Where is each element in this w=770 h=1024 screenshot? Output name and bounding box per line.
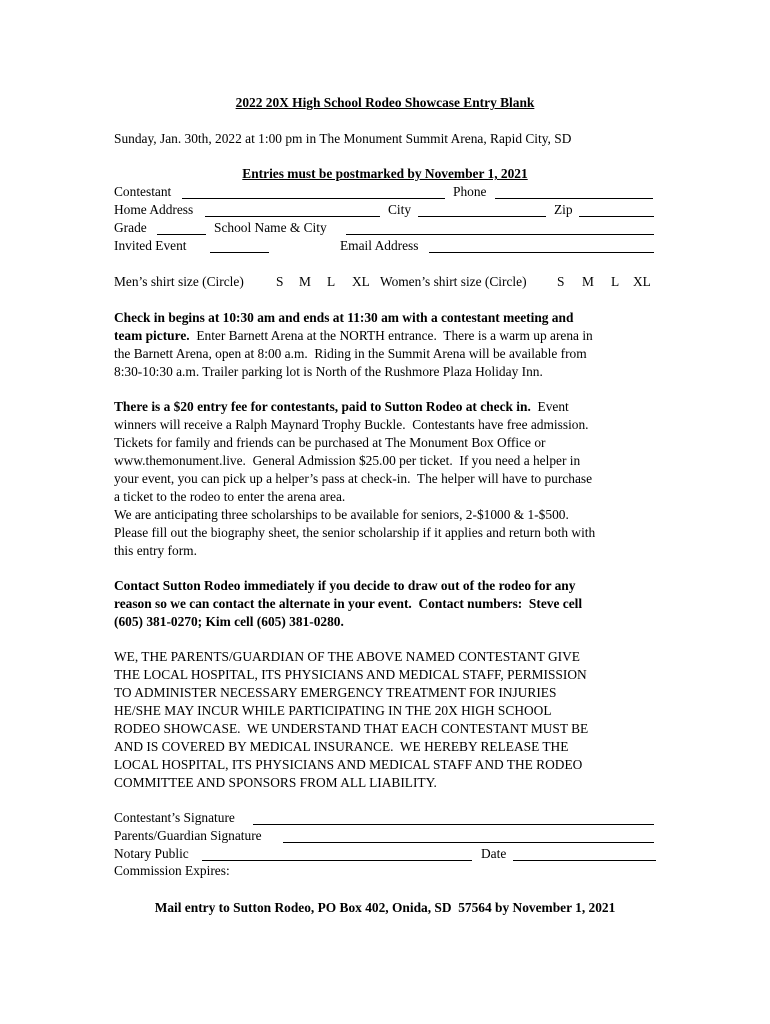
phone-field[interactable] bbox=[495, 186, 653, 199]
city-label: City bbox=[388, 202, 412, 217]
fee-line-7: We are anticipating three scholarships to be available for seniors, 2-$1000 & 1-$500. bbox=[114, 507, 569, 522]
date-field[interactable] bbox=[513, 848, 656, 861]
city-field[interactable] bbox=[418, 204, 546, 217]
postmark-deadline: Entries must be postmarked by November 1, 2021 bbox=[242, 166, 528, 181]
checkin-line-1: Check in begins at 10:30 am and ends at 11:30 am with a contestant meeting and bbox=[114, 310, 574, 325]
zip-label: Zip bbox=[554, 202, 573, 217]
womens-size-s[interactable]: S bbox=[557, 274, 565, 289]
waiver-line: LOCAL HOSPITAL, ITS PHYSICIANS AND MEDICAL STAFF AND THE RODEO bbox=[114, 757, 583, 772]
commission-label: Commission Expires: bbox=[114, 863, 230, 878]
event-details: Sunday, Jan. 30th, 2022 at 1:00 pm in The Monument Summit Arena, Rapid City, SD bbox=[114, 131, 572, 146]
mens-size-xl[interactable]: XL bbox=[352, 274, 370, 289]
parent-signature-label: Parents/Guardian Signature bbox=[114, 828, 262, 843]
grade-field[interactable] bbox=[157, 222, 206, 235]
checkin-bold: team picture. bbox=[114, 328, 190, 343]
email-field[interactable] bbox=[429, 240, 654, 253]
phone-label: Phone bbox=[453, 184, 487, 199]
fee-line-9: this entry form. bbox=[114, 543, 197, 558]
waiver-line: WE, THE PARENTS/GUARDIAN OF THE ABOVE NAMED CONTESTANT GIVE bbox=[114, 649, 580, 664]
womens-size-xl[interactable]: XL bbox=[633, 274, 651, 289]
checkin-line-2 bbox=[114, 327, 593, 345]
invited-event-label: Invited Event bbox=[114, 238, 187, 253]
womens-shirt-label: Women’s shirt size (Circle) bbox=[380, 274, 527, 289]
mens-size-s[interactable]: S bbox=[276, 274, 284, 289]
contact-line-3: (605) 381-0270; Kim cell (605) 381-0280. bbox=[114, 614, 344, 629]
home-address-field[interactable] bbox=[205, 204, 380, 217]
waiver-line: COMMITTEE AND SPONSORS FROM ALL LIABILITY. bbox=[114, 775, 437, 790]
invited-event-field[interactable] bbox=[210, 240, 269, 253]
contestant-signature-label: Contestant’s Signature bbox=[114, 810, 235, 825]
womens-size-l[interactable]: L bbox=[611, 274, 620, 289]
date-label: Date bbox=[481, 846, 507, 861]
waiver-line: RODEO SHOWCASE. WE UNDERSTAND THAT EACH CONTESTANT MUST BE bbox=[114, 721, 589, 736]
fee-line-1 bbox=[114, 398, 569, 416]
checkin-rest: Enter Barnett Arena at the NORTH entrance. There is a warm up arena in bbox=[196, 328, 593, 343]
fee-line-2: winners will receive a Ralph Maynard Trophy Buckle. Contestants have free admission. bbox=[114, 417, 589, 432]
form-title: 2022 20X High School Rodeo Showcase Entry Blank bbox=[235, 95, 535, 110]
contestant-field[interactable] bbox=[182, 186, 445, 199]
contestant-label: Contestant bbox=[114, 184, 172, 199]
waiver-line: THE LOCAL HOSPITAL, ITS PHYSICIANS AND MEDICAL STAFF, PERMISSION bbox=[114, 667, 587, 682]
fee-rest: Event bbox=[537, 399, 569, 414]
notary-field[interactable] bbox=[202, 848, 472, 861]
checkin-line-3: the Barnett Arena, open at 8:00 a.m. Riding in the Summit Arena will be available from bbox=[114, 346, 587, 361]
fee-line-4: www.themonument.live. General Admission $25.00 per ticket. If you need a helper in bbox=[114, 453, 581, 468]
checkin-line-4: 8:30-10:30 a.m. Trailer parking lot is North of the Rushmore Plaza Holiday Inn. bbox=[114, 364, 543, 379]
fee-line-5: your event, you can pick up a helper’s pass at check-in. The helper will have to purchase bbox=[114, 471, 593, 486]
contact-line-1: Contact Sutton Rodeo immediately if you decide to draw out of the rodeo for any bbox=[114, 578, 576, 593]
waiver-line: HE/SHE MAY INCUR WHILE PARTICIPATING IN THE 20X HIGH SCHOOL bbox=[114, 703, 552, 718]
fee-bold: There is a $20 entry fee for contestants, paid to Sutton Rodeo at check in. bbox=[114, 399, 531, 414]
mail-instructions: Mail entry to Sutton Rodeo, PO Box 402, Onida, SD 57564 by November 1, 2021 bbox=[154, 900, 616, 915]
parent-signature-field[interactable] bbox=[283, 830, 654, 843]
notary-label: Notary Public bbox=[114, 846, 189, 861]
contact-line-2: reason so we can contact the alternate in your event. Contact numbers: Steve cell bbox=[114, 596, 583, 611]
fee-line-8: Please fill out the biography sheet, the senior scholarship if it applies and return both with bbox=[114, 525, 596, 540]
waiver-line: AND IS COVERED BY MEDICAL INSURANCE. WE HEREBY RELEASE THE bbox=[114, 739, 569, 754]
fee-line-3: Tickets for family and friends can be purchased at The Monument Box Office or bbox=[114, 435, 546, 450]
fee-line-6: a ticket to the rodeo to enter the arena area. bbox=[114, 489, 346, 504]
waiver-line: TO ADMINISTER NECESSARY EMERGENCY TREATMENT FOR INJURIES bbox=[114, 685, 557, 700]
mens-shirt-label: Men’s shirt size (Circle) bbox=[114, 274, 244, 289]
school-city-field[interactable] bbox=[346, 222, 654, 235]
email-label: Email Address bbox=[340, 238, 419, 253]
womens-size-m[interactable]: M bbox=[582, 274, 594, 289]
grade-label: Grade bbox=[114, 220, 147, 235]
mens-size-m[interactable]: M bbox=[299, 274, 311, 289]
home-address-label: Home Address bbox=[114, 202, 194, 217]
mens-size-l[interactable]: L bbox=[327, 274, 336, 289]
zip-field[interactable] bbox=[579, 204, 654, 217]
contestant-signature-field[interactable] bbox=[253, 812, 654, 825]
school-city-label: School Name & City bbox=[214, 220, 327, 235]
